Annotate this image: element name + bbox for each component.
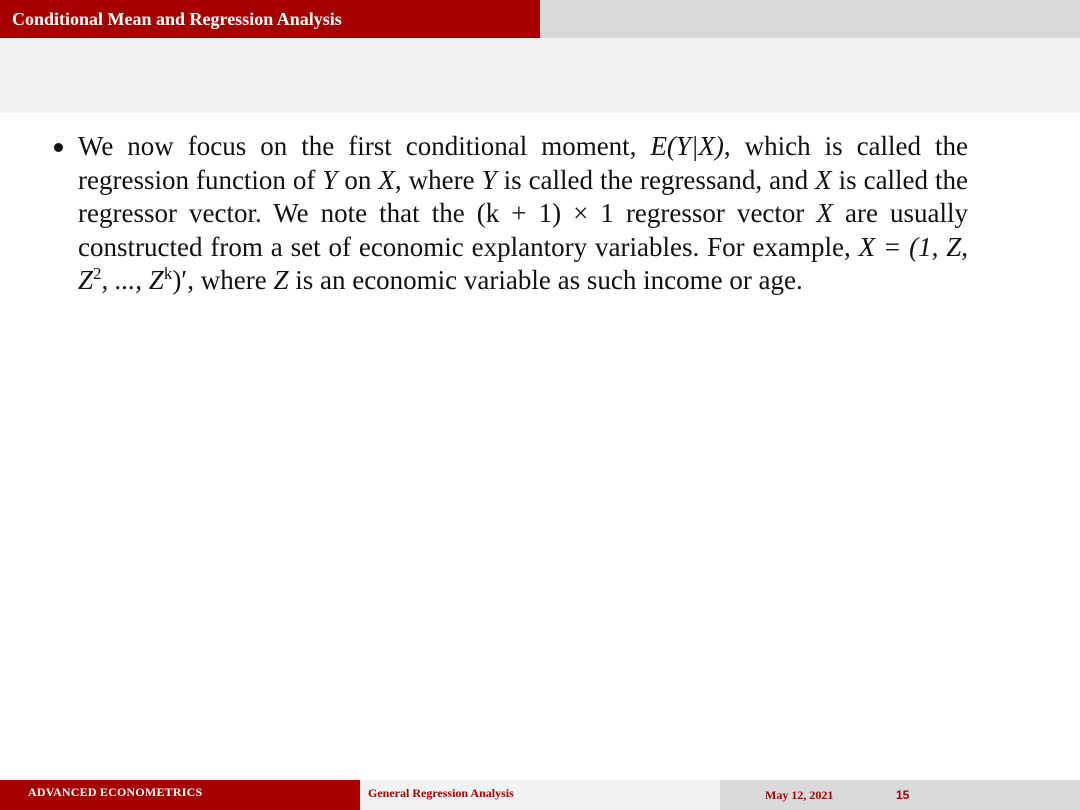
text-segment: regressor vector <box>613 198 817 228</box>
math-dimension: (k + 1) × 1 <box>476 198 614 228</box>
slide-content <box>48 130 975 298</box>
header-title-box <box>0 0 540 38</box>
math-vector: X = (1, Z, Z <box>78 231 975 295</box>
math-exponent: k <box>163 264 173 283</box>
text-segment: on <box>337 164 379 195</box>
math-x: X <box>378 164 395 195</box>
text-segment: are usually constructed from a set of economic explantory variables. For example, <box>78 198 975 262</box>
bullet-text <box>78 131 975 295</box>
footer-date-box <box>720 780 1080 810</box>
math-x: X <box>815 164 832 195</box>
text-segment: is called the regressand, and <box>496 164 816 195</box>
footer-section: General Regression Analysis <box>368 786 514 800</box>
page-number: 15 <box>896 788 910 802</box>
text-segment: We now focus on the first conditional moment, <box>78 131 651 161</box>
footer-course-box <box>0 780 360 810</box>
header-subband <box>0 38 1080 113</box>
text-segment: is called the regressor vector. We note that the <box>78 164 975 228</box>
math-y: Y <box>481 164 497 195</box>
math-vector: , ..., Z <box>101 265 164 295</box>
footer-section-box <box>360 780 720 810</box>
math-vector-close: )′ <box>172 265 188 295</box>
bullet-item <box>48 130 975 298</box>
text-segment: , where <box>187 265 274 295</box>
bullet-icon <box>54 143 63 152</box>
math-exponent: 2 <box>93 264 102 283</box>
text-segment: is an economic variable as such income or age. <box>288 265 803 295</box>
math-conditional-mean: E(Y|X) <box>650 131 724 161</box>
math-y: Y <box>322 164 338 195</box>
text-segment: , which is called the regression function of <box>78 131 975 195</box>
text-segment: , where <box>394 164 482 195</box>
footer-course: ADVANCED ECONOMETRICS <box>28 785 203 799</box>
slide-title: Conditional Mean and Regression Analysis <box>12 9 342 29</box>
math-z: Z <box>273 265 289 295</box>
footer-date: May 12, 2021 <box>765 788 834 802</box>
math-x: X <box>816 198 833 228</box>
footer <box>0 780 1080 810</box>
